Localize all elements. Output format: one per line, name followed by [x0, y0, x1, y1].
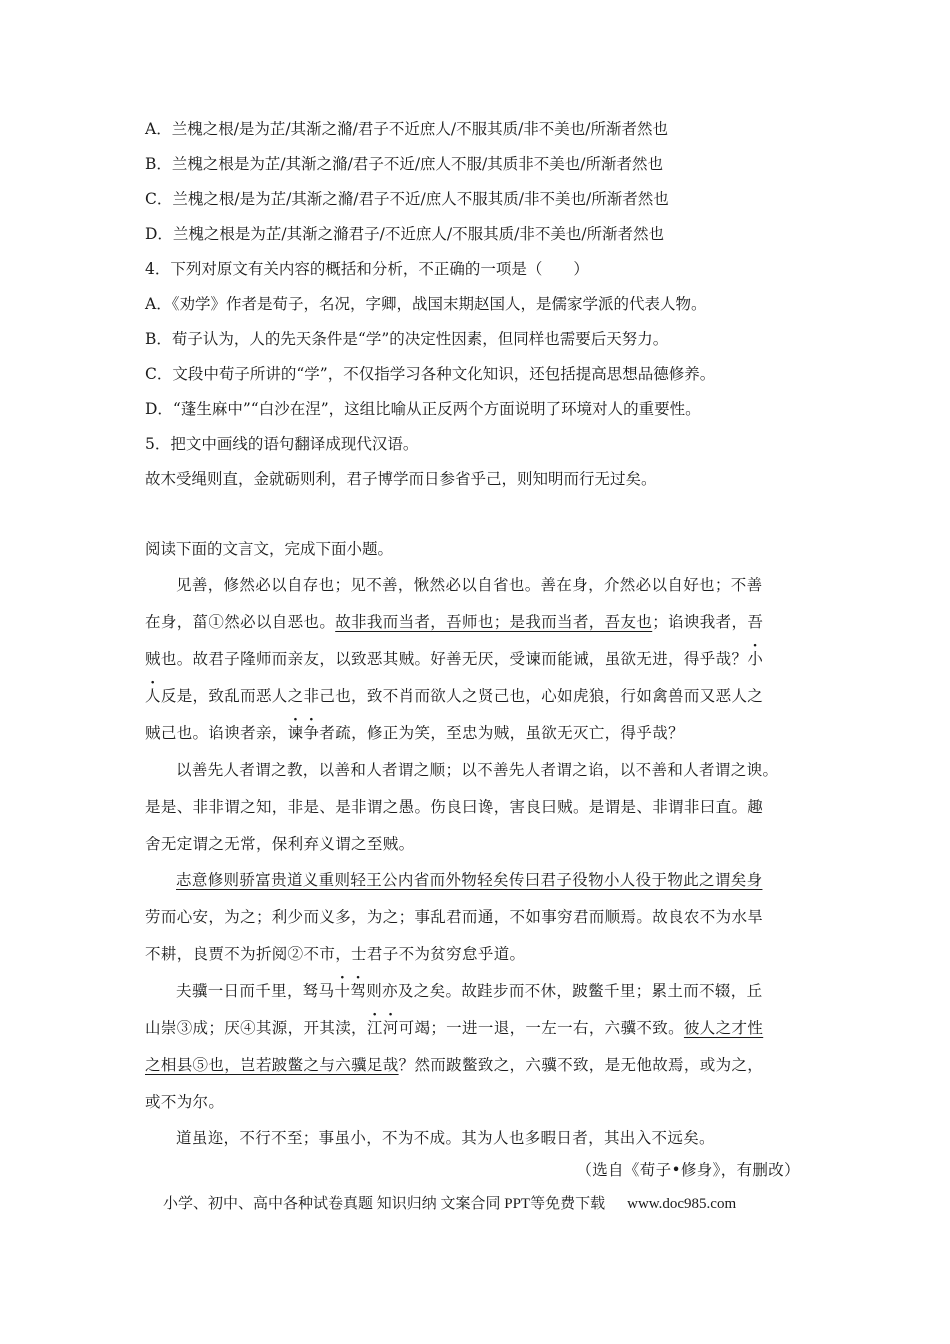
passage-p4-line4: 或不为尔。	[145, 1093, 225, 1111]
dotted-char: 人	[145, 687, 161, 705]
passage-p4-line2: 山崇③成；厌④其源，开其渎，江河可竭；一进一退，一左一右，六骥不致。彼人之才性	[145, 1019, 764, 1037]
passage-p2-line3: 舍无定谓之无常，保利弃义谓之至贼。	[145, 835, 415, 853]
q4-stem: 4．下列对原文有关内容的概括和分析，不正确的一项是（ ）	[145, 260, 589, 278]
dotted-char: 小	[747, 650, 764, 668]
passage-p5-line1: 道虽迩，不行不至；事虽小，不为不成。其为人也多暇日者，其出入不远矣。	[176, 1129, 715, 1147]
q3-option-d: D．兰槐之根是为芷/其渐之滫君子/不近庶人/不服其质/非不美也/所渐者然也	[145, 225, 665, 243]
underlined-sentence-2-part2: 之相县⑤也，岂若跛鳖之与六骥足哉	[145, 1056, 399, 1074]
passage-p1-line5: 贼己也。谄谀者亲，谏争者疏，修正为笑，至忠为贼，虽欲无灭亡，得乎哉？	[145, 724, 684, 742]
reading-intro: 阅读下面的文言文，完成下面小题。	[145, 540, 394, 558]
underlined-sentence-1: 故非我而当者，吾师也；是我而当者，吾友也	[335, 613, 653, 631]
q4-option-b: B．荀子认为，人的先天条件是“学”的决定性因素，但同样也需要后天努力。	[145, 330, 669, 348]
dotted-char: 十	[334, 982, 351, 1000]
passage-p1-line1: 见善，修然必以自存也；见不善，愀然必以自省也。善在身，介然必以自好也；不善	[176, 576, 763, 594]
page-footer	[163, 1192, 736, 1213]
passage-p1-line4: 人反是，致乱而恶人之非己也，致不肖而欲人之贤己也，心如虎狼，行如禽兽而又恶人之	[145, 687, 764, 705]
source-citation: （选自《荀子•修身》，有删改）	[576, 1161, 800, 1179]
passage-p1-line3: 贼也。故君子隆师而亲友，以致恶其贼。好善无厌，受谏而能诫，虽欲无进，得乎哉？小	[145, 650, 764, 668]
passage-p1-line2: 在身，菑①然必以自恶也。故非我而当者，吾师也；是我而当者，吾友也；谄谀我者，吾	[145, 613, 764, 631]
q4-option-a: A．《劝学》作者是荀子，名况，字卿，战国末期赵国人，是儒家学派的代表人物。	[145, 295, 707, 313]
dotted-char: 江	[366, 1019, 383, 1037]
passage-p3-line1	[176, 870, 762, 890]
q3-option-b: B．兰槐之根是为芷/其渐之滫/君子不近/庶人不服/其质非不美也/所渐者然也	[145, 155, 664, 173]
q5-sentence: 故木受绳则直，金就砺则利，君子博学而日参省乎己，则知明而行无过矣。	[145, 470, 657, 488]
unpunctuated-sentence: 志意修则骄富贵道义重则轻王公内省而外物轻矣传曰君子役物小人役于物此之谓矣身	[176, 871, 763, 889]
q3-option-c: C．兰槐之根/是为芷/其渐之滫/君子不近/庶人不服其质/非不美也/所渐者然也	[145, 190, 669, 208]
passage-p2-line1: 以善先人者谓之教，以善和人者谓之顺；以不善先人者谓之谄，以不善和人者谓之谀。	[176, 761, 779, 779]
passage-p3-line2: 劳而心安，为之；利少而义多，为之；事乱君而通，不如事穷君而顺焉。故良农不为水旱	[145, 908, 764, 926]
dotted-char: 谏	[287, 724, 304, 742]
q3-option-a: A．兰槐之根/是为芷/其渐之滫/君子不近庶人/不服其质/非不美也/所渐者然也	[145, 120, 669, 138]
q4-option-c: C．文段中荀子所讲的“学”，不仅指学习各种文化知识，还包括提高思想品德修养。	[145, 365, 716, 383]
q4-option-d: D．“蓬生麻中”“白沙在涅”，这组比喻从正反两个方面说明了环境对人的重要性。	[145, 400, 701, 418]
q5-stem: 5．把文中画线的语句翻译成现代汉语。	[145, 435, 419, 453]
passage-p4-line1: 夫骥一日而千里，驽马十驾则亦及之矣。故跬步而不休，跛鳖千里；累土而不辍，丘	[176, 982, 763, 1000]
dotted-char: 驾	[350, 982, 367, 1000]
dotted-char: 争	[303, 724, 320, 742]
passage-p4-line3: 之相县⑤也，岂若跛鳖之与六骥足哉？然而跛鳖致之，六骥不致，是无他故焉，或为之，	[145, 1056, 764, 1074]
footer-text: 小学、初中、高中各种试卷真题 知识归纳 文案合同 PPT等免费下载	[163, 1196, 606, 1212]
dotted-char: 河	[382, 1019, 399, 1037]
footer-url[interactable]: www.doc985.com	[627, 1196, 737, 1212]
passage-p2-line2: 是是、非非谓之知，非是、是非谓之愚。伤良曰谗，害良曰贼。是谓是、非谓非曰直。趣	[145, 798, 764, 816]
passage-p3-line3: 不耕，良贾不为折阅②不市，士君子不为贫穷怠乎道。	[145, 945, 526, 963]
underlined-sentence-2-part1: 彼人之才性	[683, 1019, 764, 1037]
